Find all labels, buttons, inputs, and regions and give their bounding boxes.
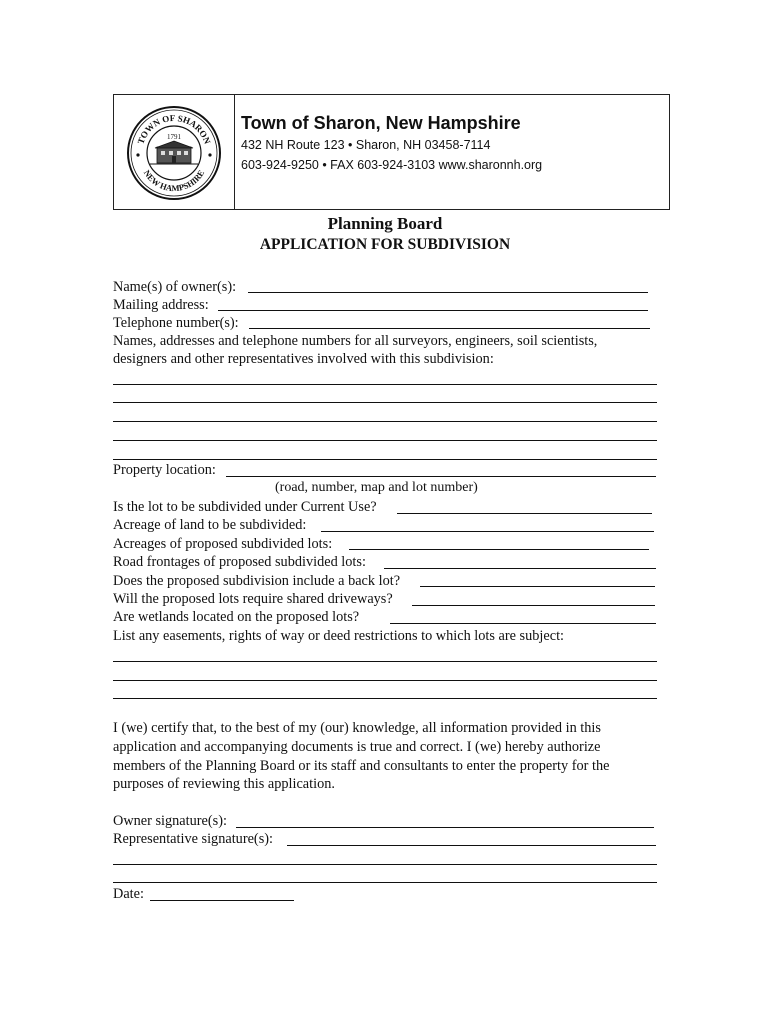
mailing-field[interactable] xyxy=(218,310,648,311)
acreages-lots-field[interactable] xyxy=(349,549,649,550)
certification-line-1: I (we) certify that, to the best of my (our) knowledge, all information provided in this xyxy=(113,720,601,736)
owner-signature-label: Owner signature(s): xyxy=(113,813,227,829)
seal-year: 1791 xyxy=(167,133,181,141)
representative-signature-field[interactable] xyxy=(287,845,656,846)
owner-signature-field[interactable] xyxy=(236,827,654,828)
date-label: Date: xyxy=(113,886,144,902)
owners-label: Name(s) of owner(s): xyxy=(113,279,237,295)
certification-line-4: purposes of reviewing this application. xyxy=(113,776,335,792)
town-seal-icon xyxy=(126,105,222,201)
seal-text-bottom: NEW HAMPSHIRE xyxy=(141,168,207,194)
wetlands-label: Are wetlands located on the proposed lots? xyxy=(113,609,360,625)
property-location-hint: (road, number, map and lot number) xyxy=(275,480,478,495)
easements-field-2[interactable] xyxy=(113,680,657,681)
board-title: Planning Board xyxy=(327,214,443,233)
owners-field[interactable] xyxy=(248,292,648,293)
road-frontages-label: Road frontages of proposed subdivided lots: xyxy=(113,554,366,570)
representatives-field-1[interactable] xyxy=(113,384,657,385)
representatives-label-1: Names, addresses and telephone numbers for all surveyors, engineers, soil scientists, xyxy=(113,333,598,349)
mailing-label: Mailing address: xyxy=(113,297,209,313)
letterhead-box xyxy=(113,94,670,210)
property-location-field[interactable] xyxy=(226,476,656,477)
telephone-label: Telephone number(s): xyxy=(113,315,239,331)
property-location-label: Property location: xyxy=(113,462,216,478)
seal-text-top: TOWN OF SHARON xyxy=(135,112,213,146)
town-address: 432 NH Route 123 • Sharon, NH 03458-7114 xyxy=(241,138,491,152)
easements-label: List any easements, rights of way or deed restrictions to which lots are subject: xyxy=(113,628,565,644)
acreage-field[interactable] xyxy=(321,531,654,532)
current-use-field[interactable] xyxy=(397,513,652,514)
town-name: Town of Sharon, New Hampshire xyxy=(241,113,521,133)
signature-extra-line-1[interactable] xyxy=(113,864,657,865)
representatives-field-3[interactable] xyxy=(113,421,657,422)
representatives-label-2: designers and other representatives involved with this subdivision: xyxy=(113,351,494,367)
representatives-field-5[interactable] xyxy=(113,459,657,460)
town-info xyxy=(241,111,542,175)
certification-line-3: members of the Planning Board or its staff and consultants to enter the property for the xyxy=(113,758,610,774)
shared-driveways-field[interactable] xyxy=(412,605,655,606)
easements-field-1[interactable] xyxy=(113,661,657,662)
road-frontages-field[interactable] xyxy=(384,568,656,569)
back-lot-field[interactable] xyxy=(420,586,655,587)
town-contact: 603-924-9250 • FAX 603-924-3103 www.sharonnh.org xyxy=(241,158,543,172)
date-field[interactable] xyxy=(150,900,294,901)
seal-cell xyxy=(114,95,235,209)
shared-driveways-label: Will the proposed lots require shared driveways? xyxy=(113,591,393,607)
acreages-lots-label: Acreages of proposed subdivided lots: xyxy=(113,536,333,552)
certification-line-2: application and accompanying documents is true and correct. I (we) hereby authorize xyxy=(113,739,601,755)
signature-extra-line-2[interactable] xyxy=(113,882,657,883)
representatives-field-4[interactable] xyxy=(113,440,657,441)
representative-signature-label: Representative signature(s): xyxy=(113,831,273,847)
back-lot-label: Does the proposed subdivision include a back lot? xyxy=(113,573,401,589)
telephone-field[interactable] xyxy=(249,328,650,329)
wetlands-field[interactable] xyxy=(390,623,656,624)
current-use-label: Is the lot to be subdivided under Current Use? xyxy=(113,499,377,515)
representatives-field-2[interactable] xyxy=(113,402,657,403)
form-title: APPLICATION FOR SUBDIVISION xyxy=(259,236,511,253)
acreage-label: Acreage of land to be subdivided: xyxy=(113,517,307,533)
easements-field-3[interactable] xyxy=(113,698,657,699)
